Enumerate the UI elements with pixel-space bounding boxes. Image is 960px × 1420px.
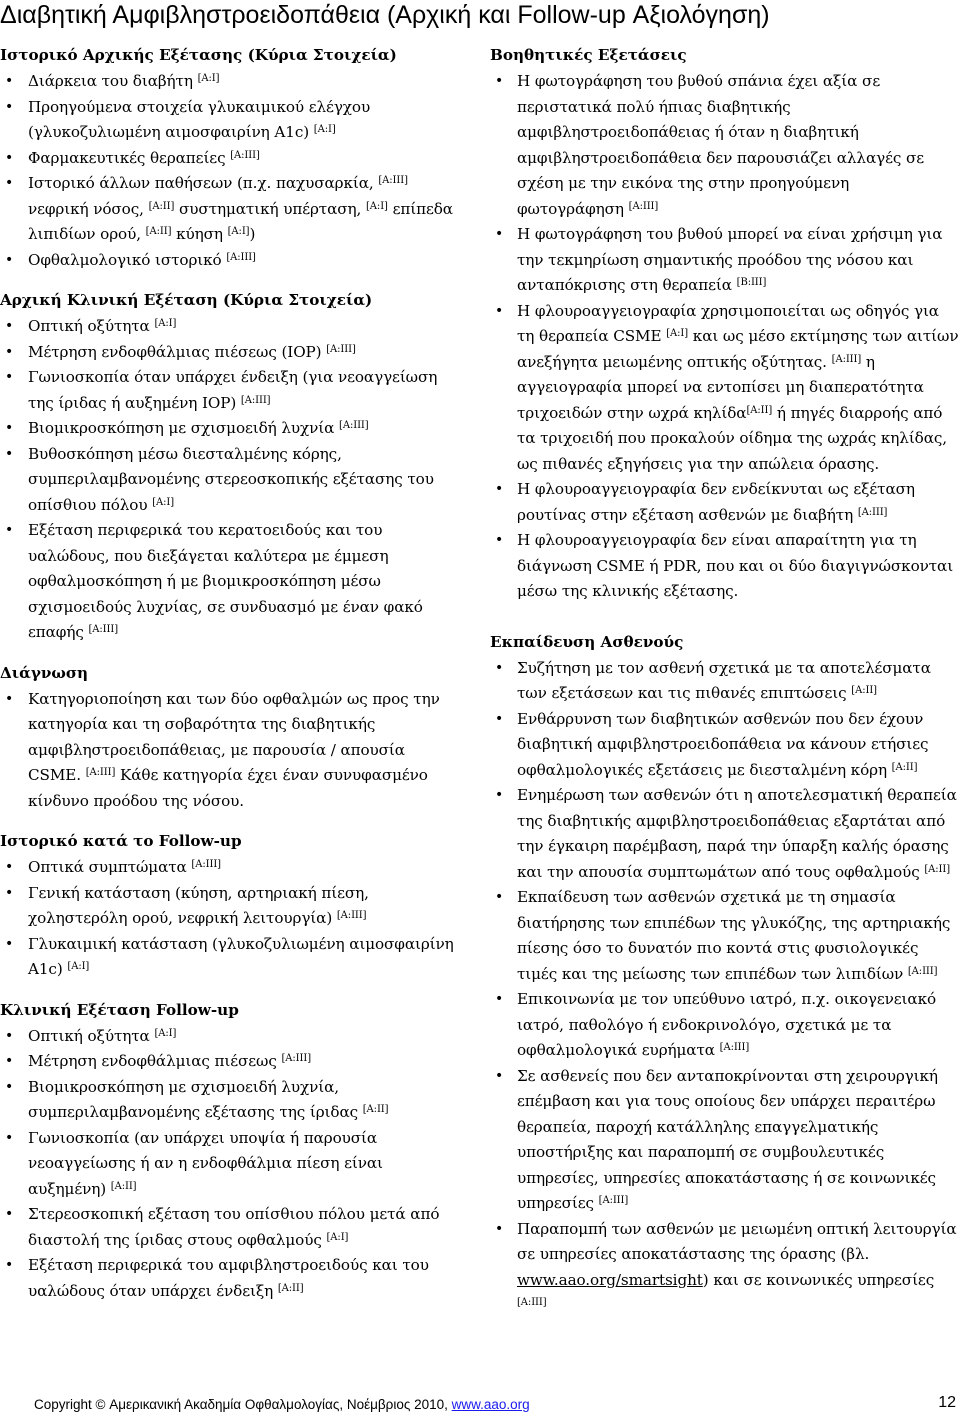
evidence-rating: [A:III]: [517, 1297, 547, 1308]
bullet-list: [0, 69, 462, 273]
evidence-rating: [A:II]: [746, 404, 773, 416]
left-column: [0, 44, 462, 1304]
evidence-rating: [A:III]: [831, 353, 862, 365]
footer-copyright: [34, 1395, 530, 1415]
evidence-rating: [A:III]: [339, 420, 369, 431]
evidence-rating: [A:III]: [85, 767, 116, 778]
evidence-rating: [A:II]: [851, 685, 877, 696]
list-item: • Διάρκεια του διαβήτη [A:I]: [0, 69, 462, 95]
list-item: • Φαρμακευτικές θεραπείες [A:III]: [0, 146, 462, 172]
bullet-list: [490, 656, 960, 1319]
list-item: • Κατηγοριοποίηση και των δύο οφθαλμών ως προς την κατηγορία και τη σοβαρότητα της διαβητικής αμφιβληστροειδοπάθειας, με παρουσία / απουσία CSME. [A:III] Κάθε κατηγορία έχει έναν συνυφασμένο κίνδυνο προόδου της νόσου.: [0, 687, 462, 815]
list-item: • Η φωτογράφηση του βυθού μπορεί να είναι χρήσιμη για την τεκμηρίωση σημαντικής προόδου της νόσου και ανταπόκρισης στη θεραπεία [B:III]: [490, 222, 960, 299]
section-heading: Βοηθητικές Εξετάσεις: [490, 46, 687, 64]
evidence-rating: [A:III]: [191, 859, 221, 870]
evidence-rating: [B:III]: [736, 277, 767, 288]
evidence-rating: [A:II]: [148, 200, 175, 212]
list-item: • Οπτικά συμπτώματα [A:III]: [0, 855, 462, 881]
evidence-rating: [A:I]: [227, 226, 250, 237]
list-item: • Ενημέρωση των ασθενών ότι η αποτελεσματική θεραπεία της διαβητικής αμφιβληστροειδοπάθειας εξαρτάται από την έγκαιρη παρέμβαση, παρά την ύπαρξη καλής όρασης και την απουσία συμπτωμάτων από τους οφθαλμούς [A:II]: [490, 783, 960, 885]
evidence-rating: [A:III]: [226, 251, 256, 263]
right-column: [490, 44, 960, 1319]
evidence-rating: [A:I]: [666, 328, 689, 339]
footer-link[interactable]: www.aao.org: [451, 1397, 530, 1412]
evidence-rating: [A:II]: [277, 1282, 304, 1294]
bullet-list: [0, 687, 462, 815]
evidence-rating: [A:II]: [362, 1104, 389, 1115]
section-heading: Εκπαίδευση Ασθενούς: [490, 632, 684, 651]
section-heading: Διάγνωση: [0, 663, 89, 682]
bullet-list: [0, 1024, 462, 1305]
list-item: • Η φλουροαγγειογραφία δεν είναι απαραίτητη για τη διάγνωση CSME ή PDR, που και οι δύο διαγιγνώσκονται μέσω της κλινικής εξέτασης.: [490, 528, 960, 605]
section-heading: Κλινική Εξέταση Follow-up: [0, 1000, 239, 1019]
list-item: • Εξέταση περιφερικά του αμφιβληστροειδούς και του υαλώδους όταν υπάρχει ένδειξη [A:II]: [0, 1253, 462, 1304]
evidence-rating: [A:III]: [240, 394, 271, 406]
footer-copyright-text: Copyright © Αμερικανική Ακαδημία Οφθαλμολογίας, Νοέμβριος 2010,: [34, 1397, 452, 1412]
list-item: • Οπτική οξύτητα [A:I]: [0, 1024, 462, 1050]
list-item: • Βιομικροσκόπηση με σχισμοειδή λυχνία, συμπεριλαμβανομένης εξέτασης της ίριδας [A:II]: [0, 1075, 462, 1126]
list-item: • Οφθαλμολογικό ιστορικό [A:III]: [0, 248, 462, 274]
list-item: • Η φλουροαγγειογραφία δεν ενδείκνυται ως εξέταση ρουτίνας στην εξέταση ασθενών με διαβήτη [A:III]: [490, 477, 960, 528]
list-item: • Γωνιοσκοπία όταν υπάρχει ένδειξη (για νεοαγγείωση της ίριδας ή αυξημένη IOP) [A:III]: [0, 365, 462, 416]
smartsight-link[interactable]: www.aao.org/smartsight: [517, 1270, 703, 1289]
list-item: • Η φωτογράφηση του βυθού σπάνια έχει αξία σε περιστατικά πολύ ήπιας διαβητικής αμφιβληστροειδοπάθειας ή όταν η διαβητική αμφιβληστροειδοπάθεια δεν παρουσιάζει αλλαγές σε σχέση με την εικόνα της στην προηγούμενη φωτογράφηση [A:III]: [490, 69, 960, 222]
list-item: • Εκπαίδευση των ασθενών σχετικά με τη σημασία διατήρησης των επιπέδων της γλυκόζης, της αρτηριακής πίεσης όσο το δυνατόν πιο κοντά στις φυσιολογικές τιμές και της μείωσης των επιπέδων των λιπιδίων [A:III]: [490, 885, 960, 987]
section-heading: Ιστορικό κατά το Follow-up: [0, 832, 242, 850]
list-item: • Παραπομπή των ασθενών με μειωμένη οπτική λειτουργία σε υπηρεσίες αποκατάστασης της όρασης (βλ. www.aao.org/smartsight) και σε κοινωνικές υπηρεσίες [A:III]: [490, 1217, 960, 1319]
evidence-rating: [A:I]: [152, 496, 175, 508]
evidence-rating: [A:II]: [891, 761, 918, 773]
evidence-rating: [A:III]: [326, 343, 356, 355]
list-item: • Μέτρηση ενδοφθάλμιας πιέσεως [A:III]: [0, 1049, 462, 1075]
evidence-rating: [A:I]: [313, 124, 336, 135]
list-item: • Γωνιοσκοπία (αν υπάρχει υποψία ή παρουσία νεοαγγείωσης ή αν η ενδοφθάλμια πίεση είναι αυξημένη) [A:II]: [0, 1126, 462, 1203]
list-item: • Ιστορικό άλλων παθήσεων (π.χ. παχυσαρκία, [A:III] νεφρική νόσος, [A:II] συστηματική υπέρταση, [A:I] επίπεδα λιπιδίων ορού, [A:II] κύηση [A:I]): [0, 171, 462, 248]
evidence-rating: [A:III]: [907, 965, 938, 977]
evidence-rating: [A:III]: [281, 1053, 312, 1064]
list-item: • Συζήτηση με τον ασθενή σχετικά με τα αποτελέσματα των εξετάσεων και τις πιθανές επιπτώσεις [A:II]: [490, 656, 960, 707]
list-item: • Η φλουροαγγειογραφία χρησιμοποιείται ως οδηγός για τη θεραπεία CSME [A:I] και ως μέσο εκτίμησης των αιτίων ανεξήγητα μειωμένης οπτικής οξύτητας. [A:III] η αγγειογραφία μπορεί να εντοπίσει μη διαπερατότητα τριχοειδών στην ωχρά κηλίδα[A:II] ή πηγές διαρροής από τα τριχοειδή που προκαλούν οίδημα της ωχράς κηλίδας, ως πιθανές εξηγήσεις για την απώλεια όρασης.: [490, 299, 960, 478]
evidence-rating: [A:III]: [628, 200, 659, 212]
bullet-list: [0, 855, 462, 983]
section-heading: Ιστορικό Αρχικής Εξέτασης (Κύρια Στοιχεία): [0, 46, 397, 64]
list-item: • Μέτρηση ενδοφθάλμιας πιέσεως (IOP) [A:III]: [0, 340, 462, 366]
list-item: • Γλυκαιμική κατάσταση (γλυκοζυλιωμένη αιμοσφαιρίνη A1c) [A:I]: [0, 932, 462, 983]
evidence-rating: [A:III]: [88, 624, 119, 635]
list-item: • Ενθάρρυνση των διαβητικών ασθενών που δεν έχουν διαβητική αμφιβληστροειδοπάθεια να κάνουν ετήσιες οφθαλμολογικές εξετάσεις με διεσταλμένη κόρη [A:II]: [490, 707, 960, 784]
evidence-rating: [A:I]: [67, 961, 90, 972]
evidence-rating: [A:III]: [719, 1042, 750, 1053]
list-item: • Σε ασθενείς που δεν ανταποκρίνονται στη χειρουργική επέμβαση και για τους οποίους δεν υπάρχει περαιτέρω θεραπεία, παροχή κατάλληλης επαγγελματικής υποστήριξης και παραπομπή σε συμβουλευτικές υπηρεσίες, υπηρεσίες αποκατάστασης ή σε κοινωνικές υπηρεσίες [A:III]: [490, 1064, 960, 1217]
list-item: • Εξέταση περιφερικά του κερατοειδούς και του υαλώδους, που διεξάγεται καλύτερα με έμμεση οφθαλμοσκόπηση ή με βιομικροσκόπηση μέσω σχισμοειδούς λυχνίας, σε συνδυασμό με έναν φακό επαφής [A:III]: [0, 518, 462, 646]
list-item: • Βιομικροσκόπηση με σχισμοειδή λυχνία [A:III]: [0, 416, 462, 442]
bullet-list: [490, 69, 960, 605]
bullet-list: [0, 314, 462, 646]
page-title: Διαβητική Αμφιβληστροειδοπάθεια (Αρχική και Follow-up Αξιολόγηση): [0, 1, 770, 29]
evidence-rating: [A:I]: [366, 200, 388, 212]
evidence-rating: [A:III]: [857, 506, 888, 518]
evidence-rating: [A:I]: [154, 1027, 177, 1039]
evidence-rating: [A:II]: [145, 226, 172, 237]
evidence-rating: [A:III]: [378, 175, 408, 186]
evidence-rating: [A:III]: [230, 149, 260, 161]
evidence-rating: [A:II]: [924, 863, 951, 875]
page-number: 12: [938, 1394, 956, 1411]
evidence-rating: [A:I]: [154, 318, 177, 329]
list-item: • Στερεοσκοπική εξέταση του οπίσθιου πόλου μετά από διαστολή της ίριδας στους οφθαλμούς [A:I]: [0, 1202, 462, 1253]
list-item: • Οπτική οξύτητα [A:I]: [0, 314, 462, 340]
evidence-rating: [A:I]: [197, 73, 220, 84]
list-item: • Γενική κατάσταση (κύηση, αρτηριακή πίεση, χοληστερόλη ορού, νεφρική λειτουργία) [A:III]: [0, 881, 462, 932]
evidence-rating: [A:I]: [326, 1231, 349, 1243]
list-item: • Προηγούμενα στοιχεία γλυκαιμικού ελέγχου (γλυκοζυλιωμένη αιμοσφαιρίνη A1c) [A:I]: [0, 95, 462, 146]
evidence-rating: [A:III]: [336, 910, 367, 921]
section-heading: Αρχική Κλινική Εξέταση (Κύρια Στοιχεία): [0, 291, 373, 309]
evidence-rating: [A:II]: [110, 1180, 137, 1192]
list-item: • Βυθοσκόπηση μέσω διεσταλμένης κόρης, συμπεριλαμβανομένης στερεοσκοπικής εξέτασης του οπίσθιου πόλου [A:I]: [0, 442, 462, 519]
evidence-rating: [A:III]: [598, 1195, 629, 1206]
list-item: • Επικοινωνία με τον υπεύθυνο ιατρό, π.χ. οικογενειακό ιατρό, παθολόγο ή ενδοκρινολόγο, σχετικά με τα οφθαλμολογικά ευρήματα [A:III]: [490, 987, 960, 1064]
